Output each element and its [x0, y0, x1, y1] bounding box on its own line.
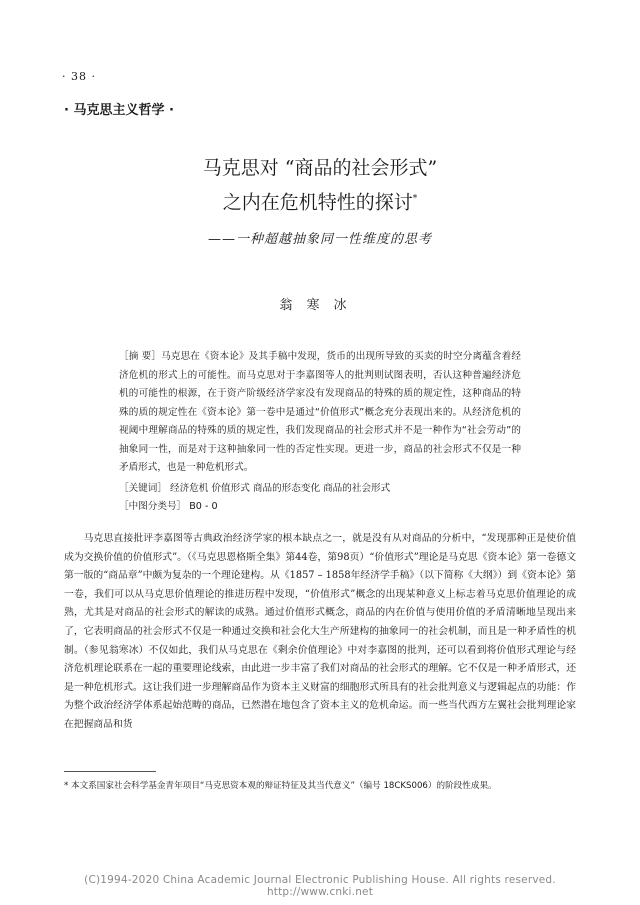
page-number: · 38 ·: [62, 70, 96, 83]
keywords: [119, 480, 390, 494]
article-subtitle: ——一种超越抽象同一性维度的思考: [207, 232, 432, 247]
article-title-line-1: 马克思对 “商品的社会形式”: [202, 157, 438, 179]
copyright-notice: (C)1994-2020 China Academic Journal Electronic Publishing House. All rights reserved. http://www.cnki.net: [84, 874, 556, 898]
keywords-label: ［关键词］: [119, 483, 167, 494]
body-text: [64, 530, 576, 735]
classification-text: B0 - 0: [189, 501, 218, 512]
body-paragraph: 马克思直接批评李嘉图等古典政治经济学家的根本缺点之一，就是没有从对商品的分析中，“发现那种正是使价值成为交换价值的价值形式”。（《马克思恩格斯全集》第44卷，第98页）“价值形式”理论是马克思《资本论》第一卷德文第一版的“商品章”中颇为复杂的一个理论建构。从《1857 – 1858年经济学手稿》（以下简称《大纲》）到《资本论》第一卷，我们可以从马克思价值理论的推进历程中发现，“价值形式”概念的出现某种意义上标志着马克思价值理论的成熟，尤其是对商品的社会形式的解读的成熟。通过价值形式概念，商品的内在价值与使用价值的矛盾清晰地呈现出来了，它表明商品的社会形式不仅是一种通过交换和社会化大生产所建构的抽象同一的社会机制，而且是一种矛盾性的机制。（参见翁寒冰）不仅如此，我们从马克思在《剩余价值理论》中对李嘉图的批判，还可以看到将价值形式理论与经济危机理论联系在一起的重要理论线索，由此进一步丰富了我们对商品的社会形式的理解。它不仅是一种矛盾形式，还是一种危机形式。这让我们进一步理解商品作为资本主义财富的细胞形式所具有的社会批判意义与逻辑起点的功能：作为整个政治经济学体系起始范畴的商品，已然潜在地包含了资本主义的危机命运。而一些当代西方左翼社会批判理论家在把握商品和货: [64, 533, 576, 730]
author-name: 翁寒冰: [279, 298, 361, 313]
section-heading: · 马克思主义哲学 ·: [64, 103, 174, 118]
classification-label: ［中图分类号］: [119, 501, 187, 512]
keywords-text: 经济危机 价值形式 商品的形态变化 商品的社会形式: [170, 483, 391, 494]
article-title-text: 之内在危机特性的探讨: [222, 191, 413, 214]
abstract: [119, 348, 521, 478]
article-title-line-2: [0, 187, 640, 214]
footnote-divider: [64, 771, 156, 772]
footnote: * 本文系国家社会科学基金青年项目“马克思资本观的辩证特征及其当代意义”（编号 18CKS006）的阶段性成果。: [64, 781, 497, 791]
abstract-label: ［摘 要］: [119, 351, 162, 362]
footnote-marker: *: [412, 194, 418, 204]
abstract-text: 马克思在《资本论》及其手稿中发现，货币的出现所导致的买卖的时空分离蕴含着经济危机的形式上的可能性。而马克思对于李嘉图等人的批判则试图表明，否认这种普遍经济危机的可能性的根源，在于资产阶级经济学家没有发现商品的特殊的质的规定性，这种商品的特殊的质的规定性在《资本论》第一卷中是通过“价值形式”概念充分表现出来的。从经济危机的视阈中理解商品的特殊的质的规定性，我们发现商品的社会形式并不是一种作为“社会劳动”的抽象同一性，而是对于这种抽象同一性的否定性实现。更进一步，商品的社会形式不仅是一种矛盾形式，也是一种危机形式。: [119, 351, 521, 473]
classification-number: [119, 498, 218, 512]
